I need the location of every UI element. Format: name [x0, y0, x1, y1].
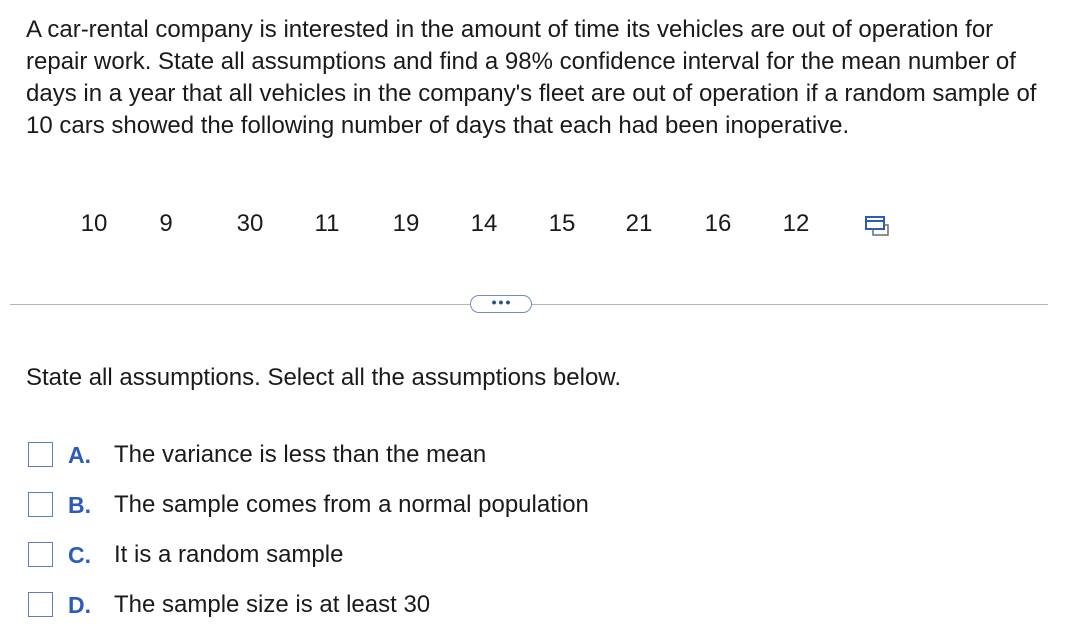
option-a-letter: A.: [68, 442, 91, 468]
expand-more-button[interactable]: •••: [470, 295, 532, 313]
data-value: 21: [625, 210, 653, 237]
option-a[interactable]: [28, 436, 728, 476]
data-value: 30: [236, 210, 264, 237]
option-d[interactable]: [28, 586, 728, 626]
data-value: 11: [314, 210, 340, 237]
option-d-checkbox[interactable]: [28, 592, 53, 617]
data-value: 14: [470, 210, 498, 237]
data-value: 19: [392, 210, 420, 237]
option-a-text: The variance is less than the mean: [114, 441, 487, 468]
data-value: 16: [704, 210, 732, 237]
option-c[interactable]: [28, 536, 728, 576]
option-c-text: It is a random sample: [114, 541, 344, 568]
data-values-row: [0, 206, 1068, 242]
question-text: A car-rental company is interested in the amount of time its vehicles are out of operation for repair work. State all assumptions and find a 98% confidence interval for the mean number of days in a year that all vehicles in the company's fleet are out of operation if a random sample of 10 cars showed the following number of days that each had been inoperative.: [26, 16, 1037, 139]
option-b-text: The sample comes from a normal population: [114, 491, 589, 518]
option-d-letter: D.: [68, 592, 91, 618]
data-value: 9: [159, 210, 173, 237]
assumptions-prompt: State all assumptions. Select all the assumptions below.: [26, 364, 621, 391]
option-c-checkbox[interactable]: [28, 542, 53, 567]
option-b-checkbox[interactable]: [28, 492, 53, 517]
copy-to-clipboard-icon[interactable]: [864, 214, 890, 238]
data-value: 12: [782, 210, 810, 237]
option-c-letter: C.: [68, 542, 91, 568]
option-a-checkbox[interactable]: [28, 442, 53, 467]
data-value: 15: [548, 210, 576, 237]
option-d-text: The sample size is at least 30: [114, 591, 431, 618]
option-b-letter: B.: [68, 492, 91, 518]
option-b[interactable]: [28, 486, 728, 526]
data-value: 10: [80, 210, 108, 237]
